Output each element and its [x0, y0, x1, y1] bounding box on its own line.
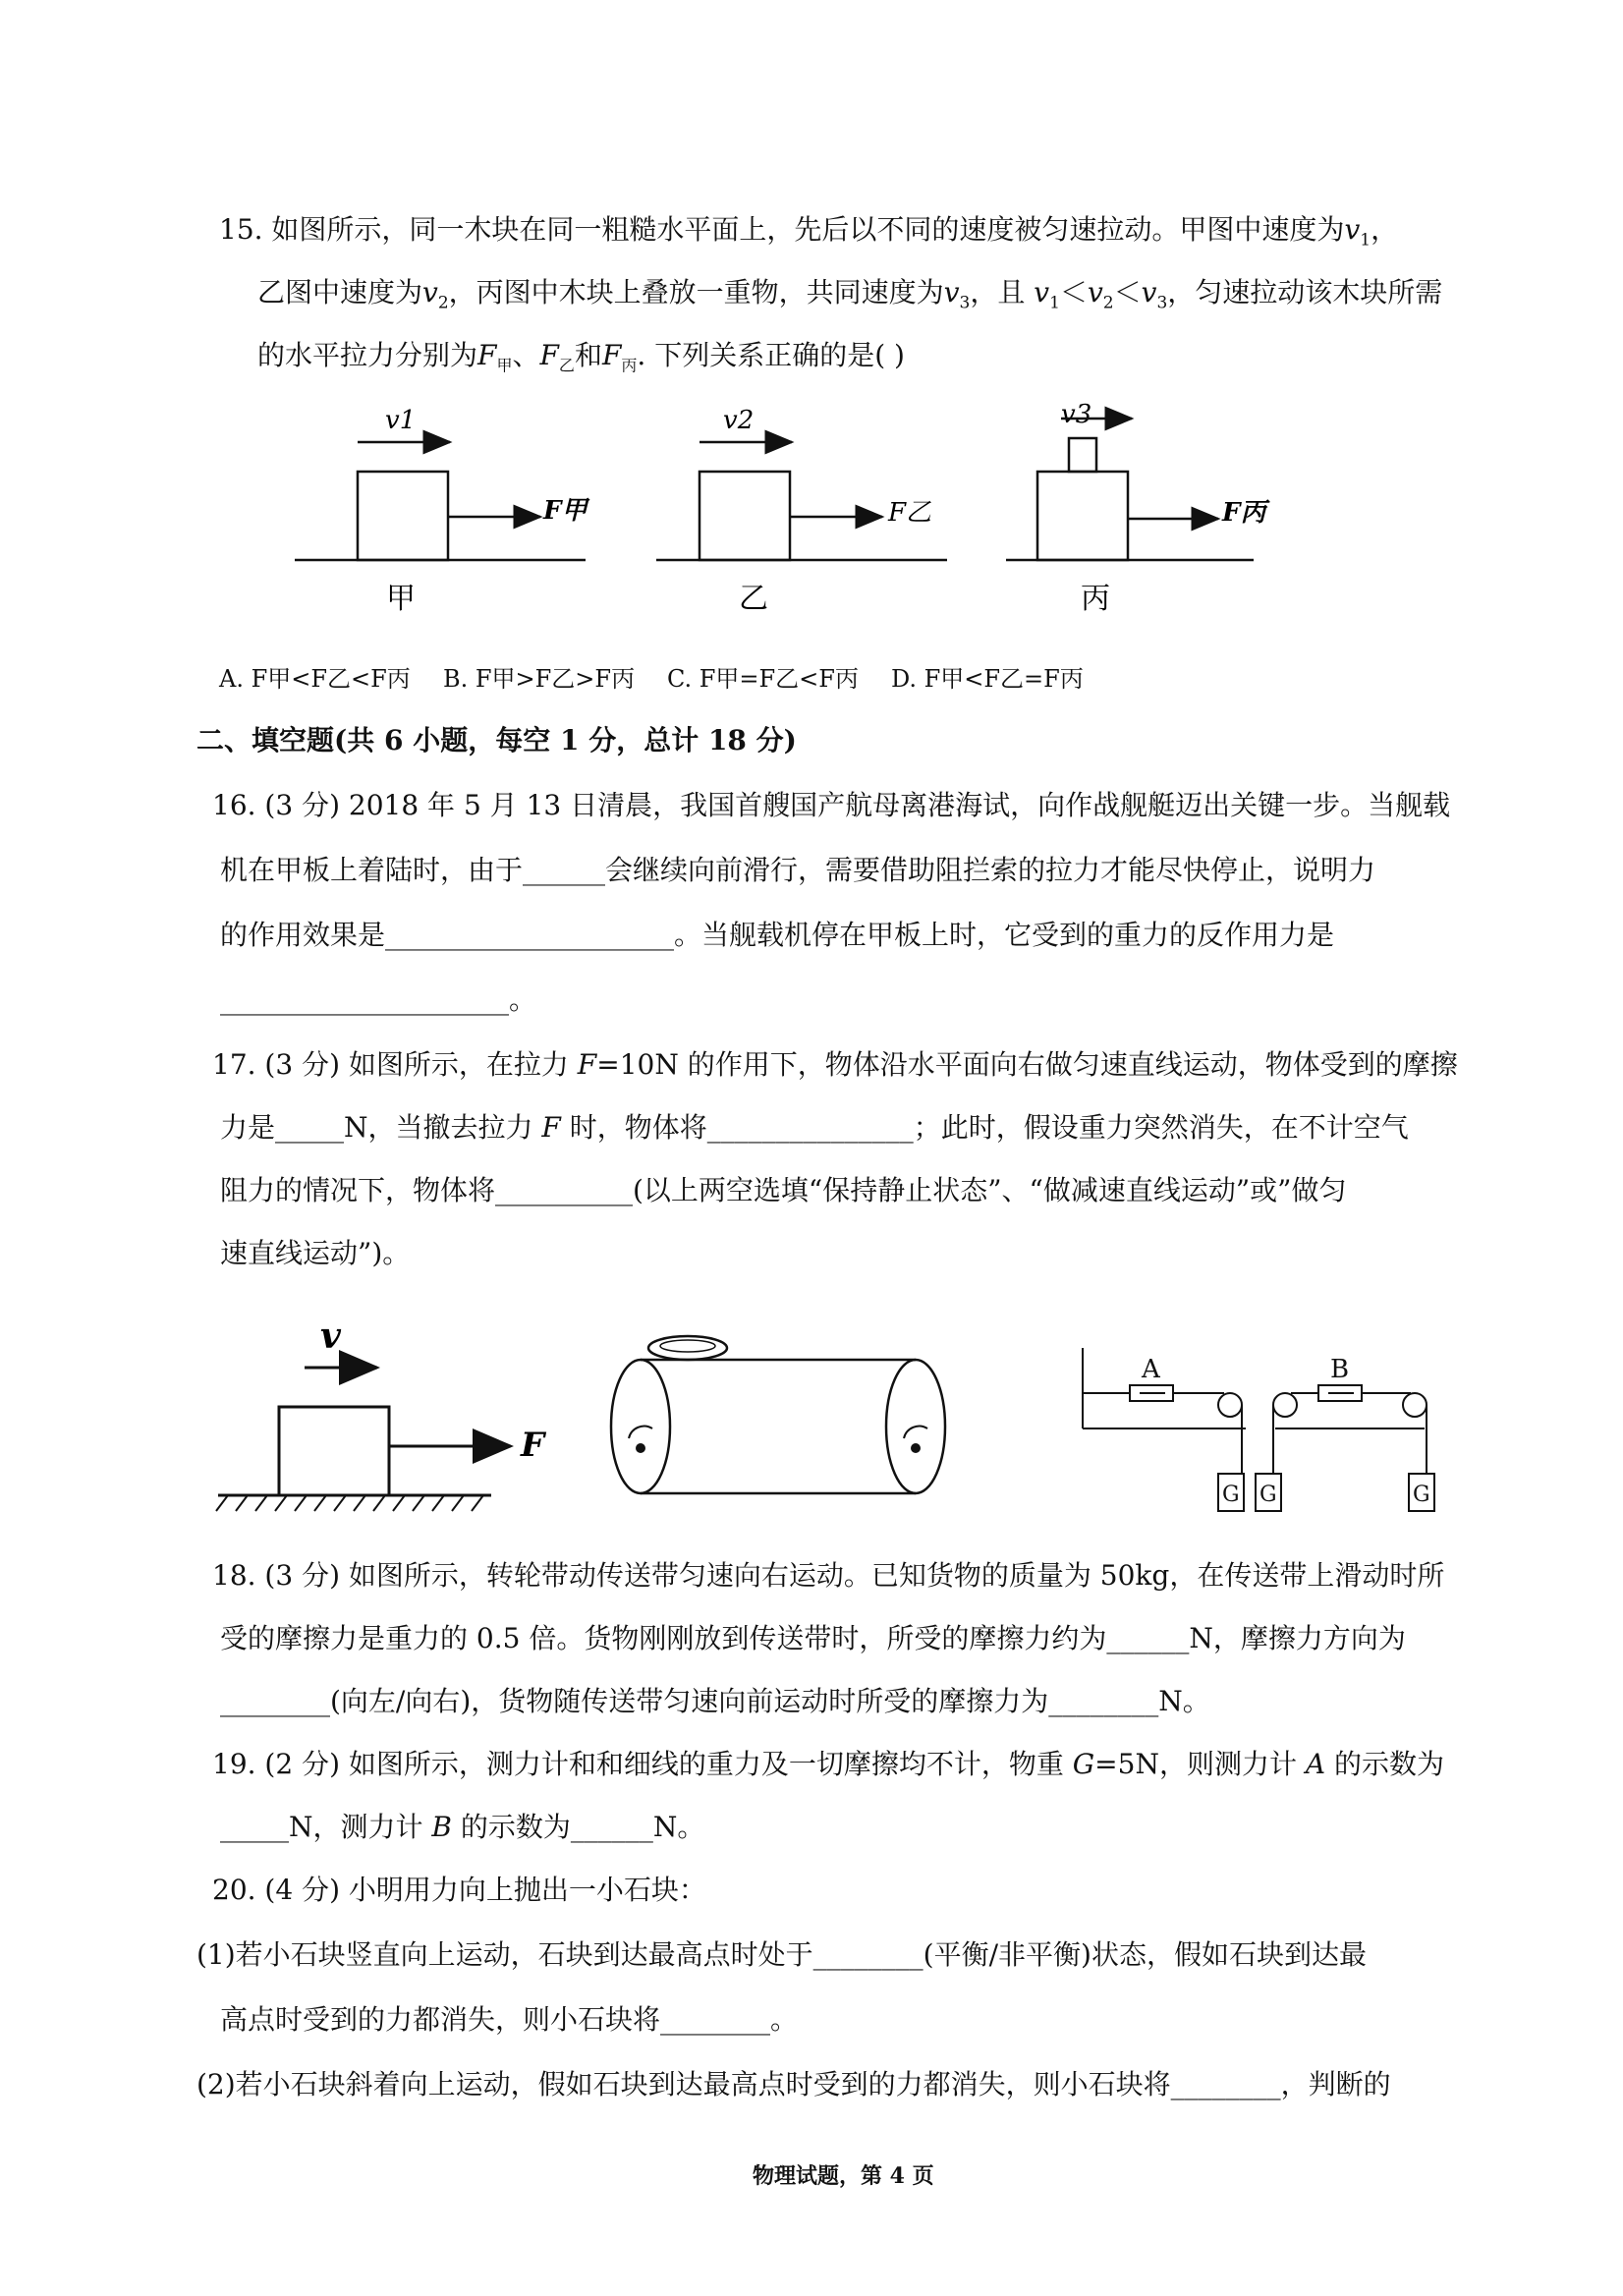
block-bing-diagram — [1006, 400, 1270, 616]
q18-line-3: ________(向左/向右)，货物随传送带匀速向前运动时所受的摩擦力为________N。 — [220, 1685, 1210, 1717]
f-symbol: F — [601, 339, 622, 371]
f-yi-label: F乙 — [888, 498, 932, 528]
q19-text: 的示数为______N。 — [451, 1811, 705, 1843]
v1-label: v1 — [385, 406, 417, 435]
hatch-mark — [354, 1495, 365, 1511]
ineq-sub: 3 — [1156, 293, 1168, 313]
q20-line-2: (1)若小石块竖直向上运动，石块到达最高点时处于________(平衡/非平衡)状态，假如石块到达最 — [196, 1938, 1367, 1971]
q19-text: _____N，测力计 — [220, 1811, 432, 1843]
q15-text: 乙图中速度为 — [257, 276, 423, 308]
q17-text: 时，物体将_______________；此时，假设重力突然消失，在不计空气 — [560, 1111, 1409, 1144]
hatch-mark — [393, 1495, 405, 1511]
g-symbol: G — [1072, 1748, 1095, 1780]
hatch-mark — [334, 1495, 346, 1511]
q15-line-2 — [257, 273, 1442, 323]
f-symbol: F — [539, 339, 559, 371]
f-bing-label: F丙 — [1222, 498, 1266, 528]
section-heading: 二、填空题(共 6 小题，每空 1 分，总计 18 分) — [196, 724, 797, 756]
f-jia-label: F甲 — [543, 496, 588, 526]
v2-symbol: v — [422, 276, 438, 308]
q19-text: 的示数为 — [1325, 1748, 1444, 1780]
q15-text: ，且 — [970, 276, 1026, 308]
cargo-inner — [660, 1340, 715, 1352]
q17-line-2 — [220, 1108, 1409, 1148]
q19-line-2 — [220, 1808, 704, 1847]
q15-text: 的水平拉力分别为 — [257, 339, 478, 371]
figure-row — [0, 1307, 1623, 1523]
v1-symbol: v — [1344, 213, 1361, 246]
q15-sep: 、 — [512, 339, 540, 371]
pulley-a — [1218, 1393, 1242, 1417]
q17-line-4: 速直线运动”)。 — [220, 1237, 411, 1269]
q15-and: 和 — [574, 339, 602, 371]
weight-on-block — [1069, 438, 1096, 472]
v2-subscript: 2 — [437, 293, 449, 313]
a-symbol: A — [1305, 1748, 1326, 1780]
hatch-mark — [314, 1495, 326, 1511]
conveyor-diagram — [611, 1336, 945, 1493]
v3-label: v3 — [1061, 400, 1092, 429]
pulley-b-right — [1403, 1393, 1427, 1417]
g2-label: G — [1259, 1483, 1277, 1507]
ineq-sub: 2 — [1102, 293, 1114, 313]
q15-figure — [0, 393, 1623, 648]
v3-symbol: v — [943, 276, 960, 308]
hatch-mark — [432, 1495, 444, 1511]
left-rotation-icon — [629, 1427, 652, 1438]
q15-option-c: C. F甲=F乙<F丙 — [667, 665, 859, 693]
q20-line-4: (2)若小石块斜着向上运动，假如石块到达最高点时受到的力都消失，则小石块将________，判断的 — [196, 2068, 1391, 2100]
ineq-lt: ＜ — [1113, 276, 1142, 308]
hatch-mark — [275, 1495, 287, 1511]
label-jia: 甲 — [386, 582, 416, 616]
q15-option-b: B. F甲>F乙>F丙 — [443, 665, 636, 693]
q17-line-1 — [212, 1045, 1458, 1085]
f-sub-bing: 丙 — [621, 356, 638, 375]
block-jia-diagram — [295, 406, 590, 616]
page-footer: 物理试题，第 4 页 — [753, 2163, 934, 2189]
ineq-lt: ＜ — [1059, 276, 1088, 308]
f-symbol: F — [577, 1048, 597, 1081]
q15-option-a: A. F甲<F乙<F丙 — [219, 665, 411, 693]
q17-text: =10N 的作用下，物体沿水平面向右做匀速直线运动，物体受到的摩擦 — [596, 1048, 1458, 1081]
q17-block-diagram — [216, 1316, 547, 1511]
q18-line-1: 18. (3 分) 如图所示，转轮带动传送带匀速向右运动。已知货物的质量为 50kg，在传送带上滑动时所 — [212, 1559, 1445, 1592]
v3-subscript: 3 — [959, 293, 971, 313]
hatch-mark — [472, 1495, 483, 1511]
q20-line-3: 高点时受到的力都消失，则小石块将________。 — [220, 2003, 799, 2036]
v2-label: v2 — [723, 406, 755, 435]
q17-text: 17. (3 分) 如图所示，在拉力 — [212, 1048, 578, 1081]
hatch-mark — [295, 1495, 307, 1511]
velocity-inequality — [1034, 276, 1168, 313]
q19-line-1 — [212, 1745, 1444, 1784]
ineq-v: v — [1087, 276, 1103, 308]
f-symbol: F — [477, 339, 497, 371]
block-yi-diagram — [656, 406, 947, 616]
ineq-v: v — [1034, 276, 1050, 308]
q17-block — [279, 1407, 389, 1495]
g1-label: G — [1222, 1483, 1240, 1507]
q17-text: 力是_____N，当撤去拉力 — [220, 1111, 542, 1144]
q15-text: ，匀速拉动该木块所需 — [1167, 276, 1443, 308]
ineq-sub: 1 — [1049, 293, 1060, 313]
hatch-mark — [452, 1495, 464, 1511]
label-yi: 乙 — [739, 582, 768, 616]
block-jia — [358, 472, 448, 560]
spring-scale-diagram — [1083, 1348, 1434, 1511]
v-label: v — [320, 1316, 341, 1357]
ground-hatch — [216, 1495, 483, 1511]
b-symbol: B — [431, 1811, 452, 1843]
q15-text: ，丙图中木块上叠放一重物，共同速度为 — [448, 276, 944, 308]
f-sub-jia: 甲 — [496, 356, 513, 375]
q16-line-1: 16. (3 分) 2018 年 5 月 13 日清晨，我国首艘国产航母离港海试，向作战舰艇迈出关键一步。当舰载 — [212, 789, 1451, 821]
q19-text: =5N，则测力计 — [1094, 1748, 1306, 1780]
g3-label: G — [1413, 1483, 1430, 1507]
hatch-mark — [413, 1495, 424, 1511]
scale-b-label: B — [1330, 1355, 1350, 1384]
q15-text: . 下列关系正确的是( ) — [637, 339, 905, 371]
scale-a-label: A — [1142, 1355, 1160, 1384]
left-axle — [636, 1443, 645, 1453]
right-axle — [911, 1443, 921, 1453]
q15-option-d: D. F甲<F乙=F丙 — [891, 665, 1084, 693]
q15-line-3 — [257, 336, 905, 386]
hatch-mark — [236, 1495, 248, 1511]
v1-subscript: 1 — [1360, 230, 1371, 251]
f-label: F — [521, 1426, 545, 1465]
label-bing: 丙 — [1081, 582, 1110, 616]
q20-line-1: 20. (4 分) 小明用力向上抛出一小石块： — [212, 1874, 706, 1906]
q19-text: 19. (2 分) 如图所示，测力计和和细线的重力及一切摩擦均不计，物重 — [212, 1748, 1073, 1780]
pulley-b-left — [1273, 1393, 1297, 1417]
q15-comma: ， — [1371, 213, 1399, 246]
q15-text: 15. 如图所示，同一木块在同一粗糙水平面上，先后以不同的速度被匀速拉动。甲图中速度为 — [219, 213, 1345, 246]
ineq-v: v — [1141, 276, 1157, 308]
q18-line-2: 受的摩擦力是重力的 0.5 倍。货物刚刚放到传送带时，所受的摩擦力约为______N，摩擦力方向为 — [220, 1622, 1406, 1654]
hatch-mark — [373, 1495, 385, 1511]
hatch-mark — [255, 1495, 267, 1511]
q16-line-4: _____________________。 — [220, 983, 537, 1016]
q15-line-1 — [219, 210, 1398, 260]
f-symbol: F — [541, 1111, 561, 1144]
right-rotation-icon — [904, 1427, 927, 1438]
q16-line-3: 的作用效果是_____________________。当舰载机停在甲板上时，它受到的重力的反作用力是 — [220, 919, 1335, 951]
hatch-mark — [216, 1495, 228, 1511]
q16-line-2: 机在甲板上着陆时，由于______会继续向前滑行，需要借助阻拦索的拉力才能尽快停止，说明力 — [220, 854, 1376, 886]
q17-line-3: 阻力的情况下，物体将__________(以上两空选填“保持静止状态”、“做减速直线运动”或”做匀 — [220, 1174, 1347, 1206]
block-bing — [1037, 472, 1128, 560]
f-sub-yi: 乙 — [558, 356, 575, 375]
block-yi — [700, 472, 790, 560]
